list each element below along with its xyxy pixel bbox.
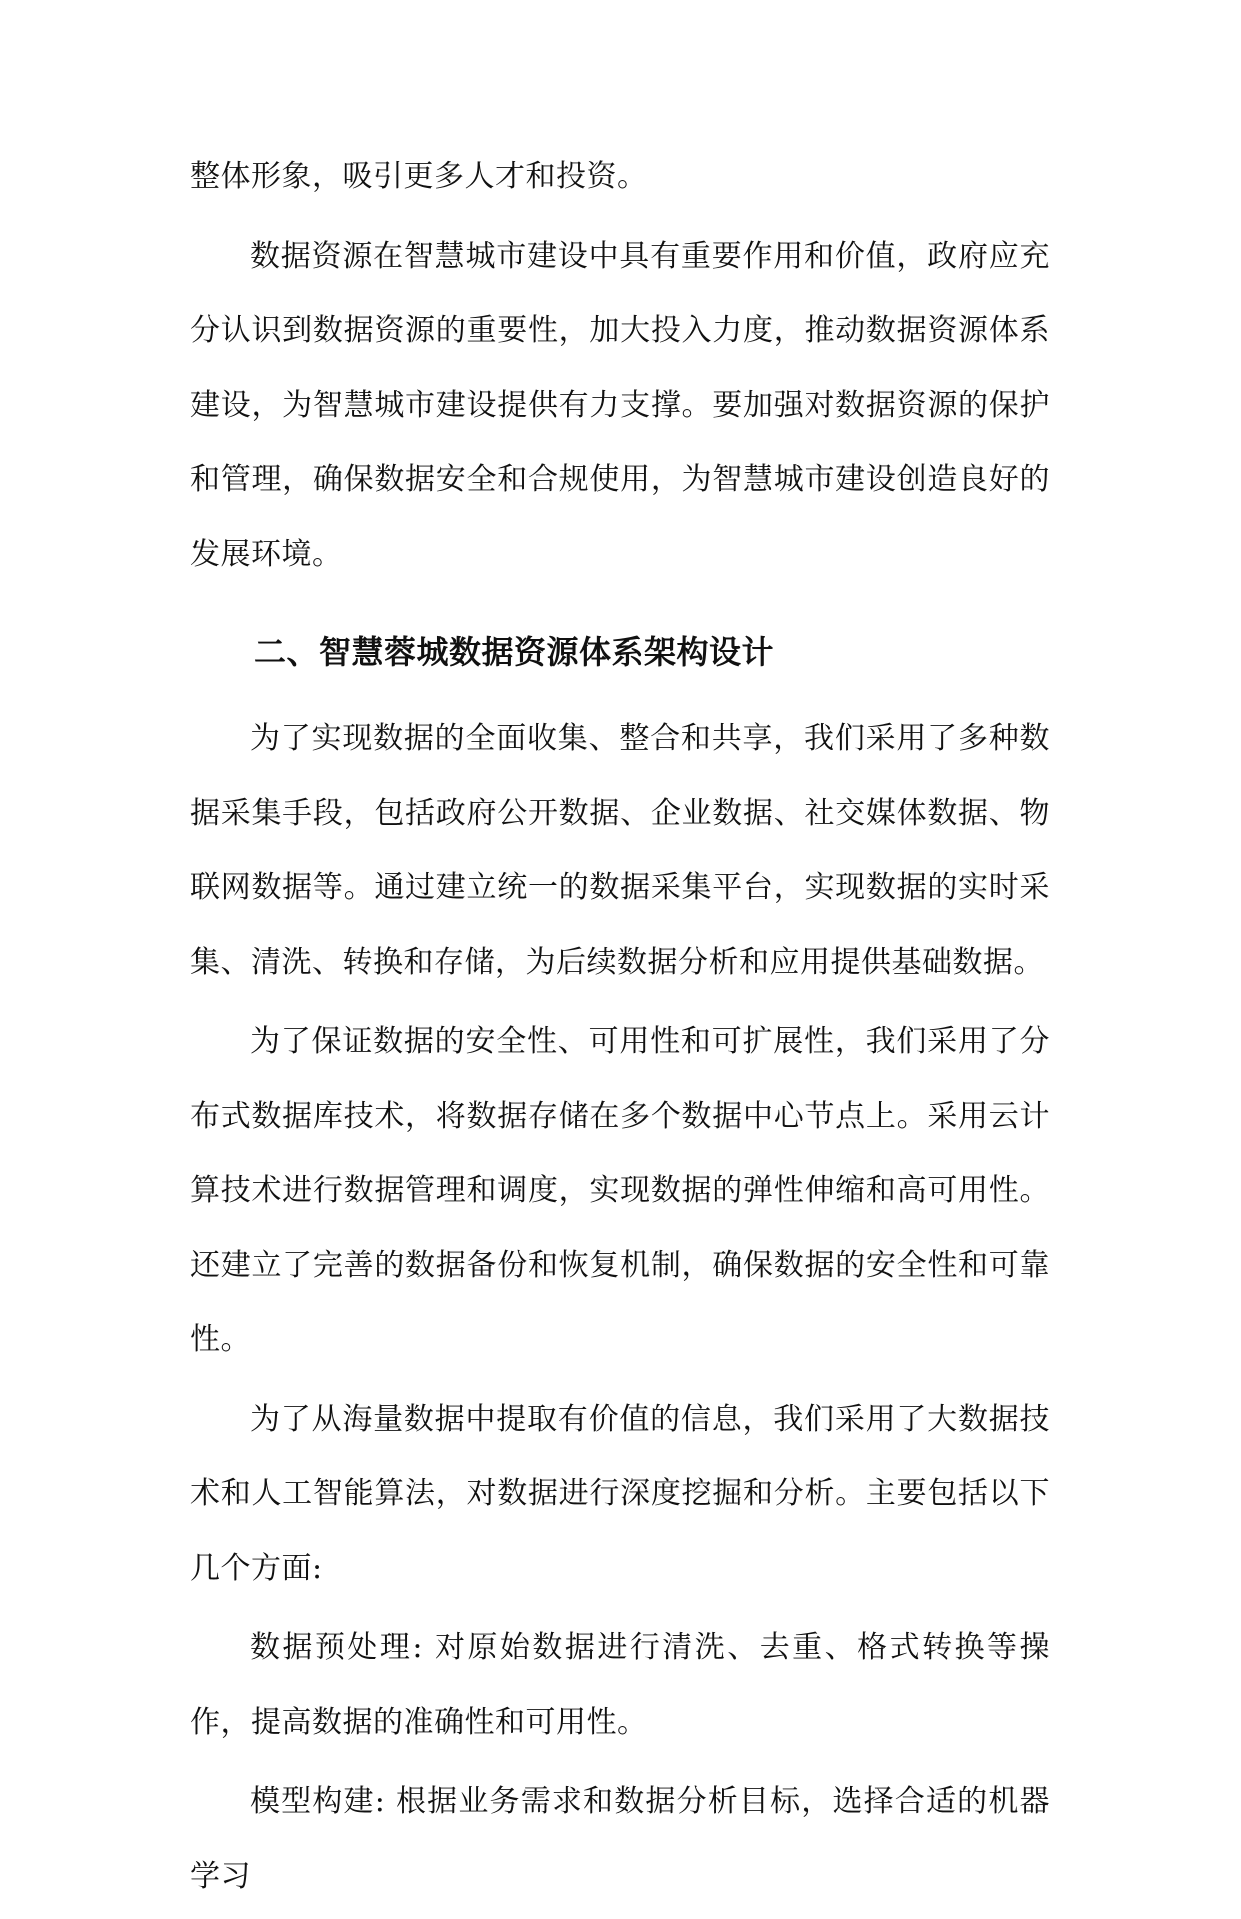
- section-heading: 二、智慧蓉城数据资源体系架构设计: [254, 633, 775, 671]
- paragraph-data-resource-importance: 数据资源在智慧城市建设中具有重要作用和价值，政府应充分认识到数据资源的重要性，加大投入力度，推动数据资源体系建设，为智慧城市建设提供有力支撑。要加强对数据资源的保护和管理，确保数据安全和合规使用，为智慧城市建设创造良好的发展环境。: [190, 238, 1050, 572]
- paragraph-data-analysis: 为了从海量数据中提取有价值的信息，我们采用了大数据技术和人工智能算法，对数据进行深度挖掘和分析。主要包括以下几个方面:: [190, 1401, 1050, 1586]
- paragraph-preprocessing: 数据预处理: 对原始数据进行清洗、去重、格式转换等操作，提高数据的准确性和可用性。: [190, 1630, 1050, 1740]
- document-body: [190, 140, 1050, 1919]
- paragraph-data-collection: 为了实现数据的全面收集、整合和共享，我们采用了多种数据采集手段，包括政府公开数据、企业数据、社交媒体数据、物联网数据等。通过建立统一的数据采集平台，实现数据的实时采集、清洗、转换和存储，为后续数据分析和应用提供基础数据。: [190, 721, 1050, 980]
- paragraph-data-storage: 为了保证数据的安全性、可用性和可扩展性，我们采用了分布式数据库技术，将数据存储在多个数据中心节点上。采用云计算技术进行数据管理和调度，实现数据的弹性伸缩和高可用性。还建立了完善的数据备份和恢复机制，确保数据的安全性和可靠性。: [190, 1024, 1050, 1357]
- paragraph-continuation: 整体形象，吸引更多人才和投资。: [190, 159, 648, 194]
- paragraph-model-building: 模型构建: 根据业务需求和数据分析目标，选择合适的机器学习: [190, 1784, 1050, 1894]
